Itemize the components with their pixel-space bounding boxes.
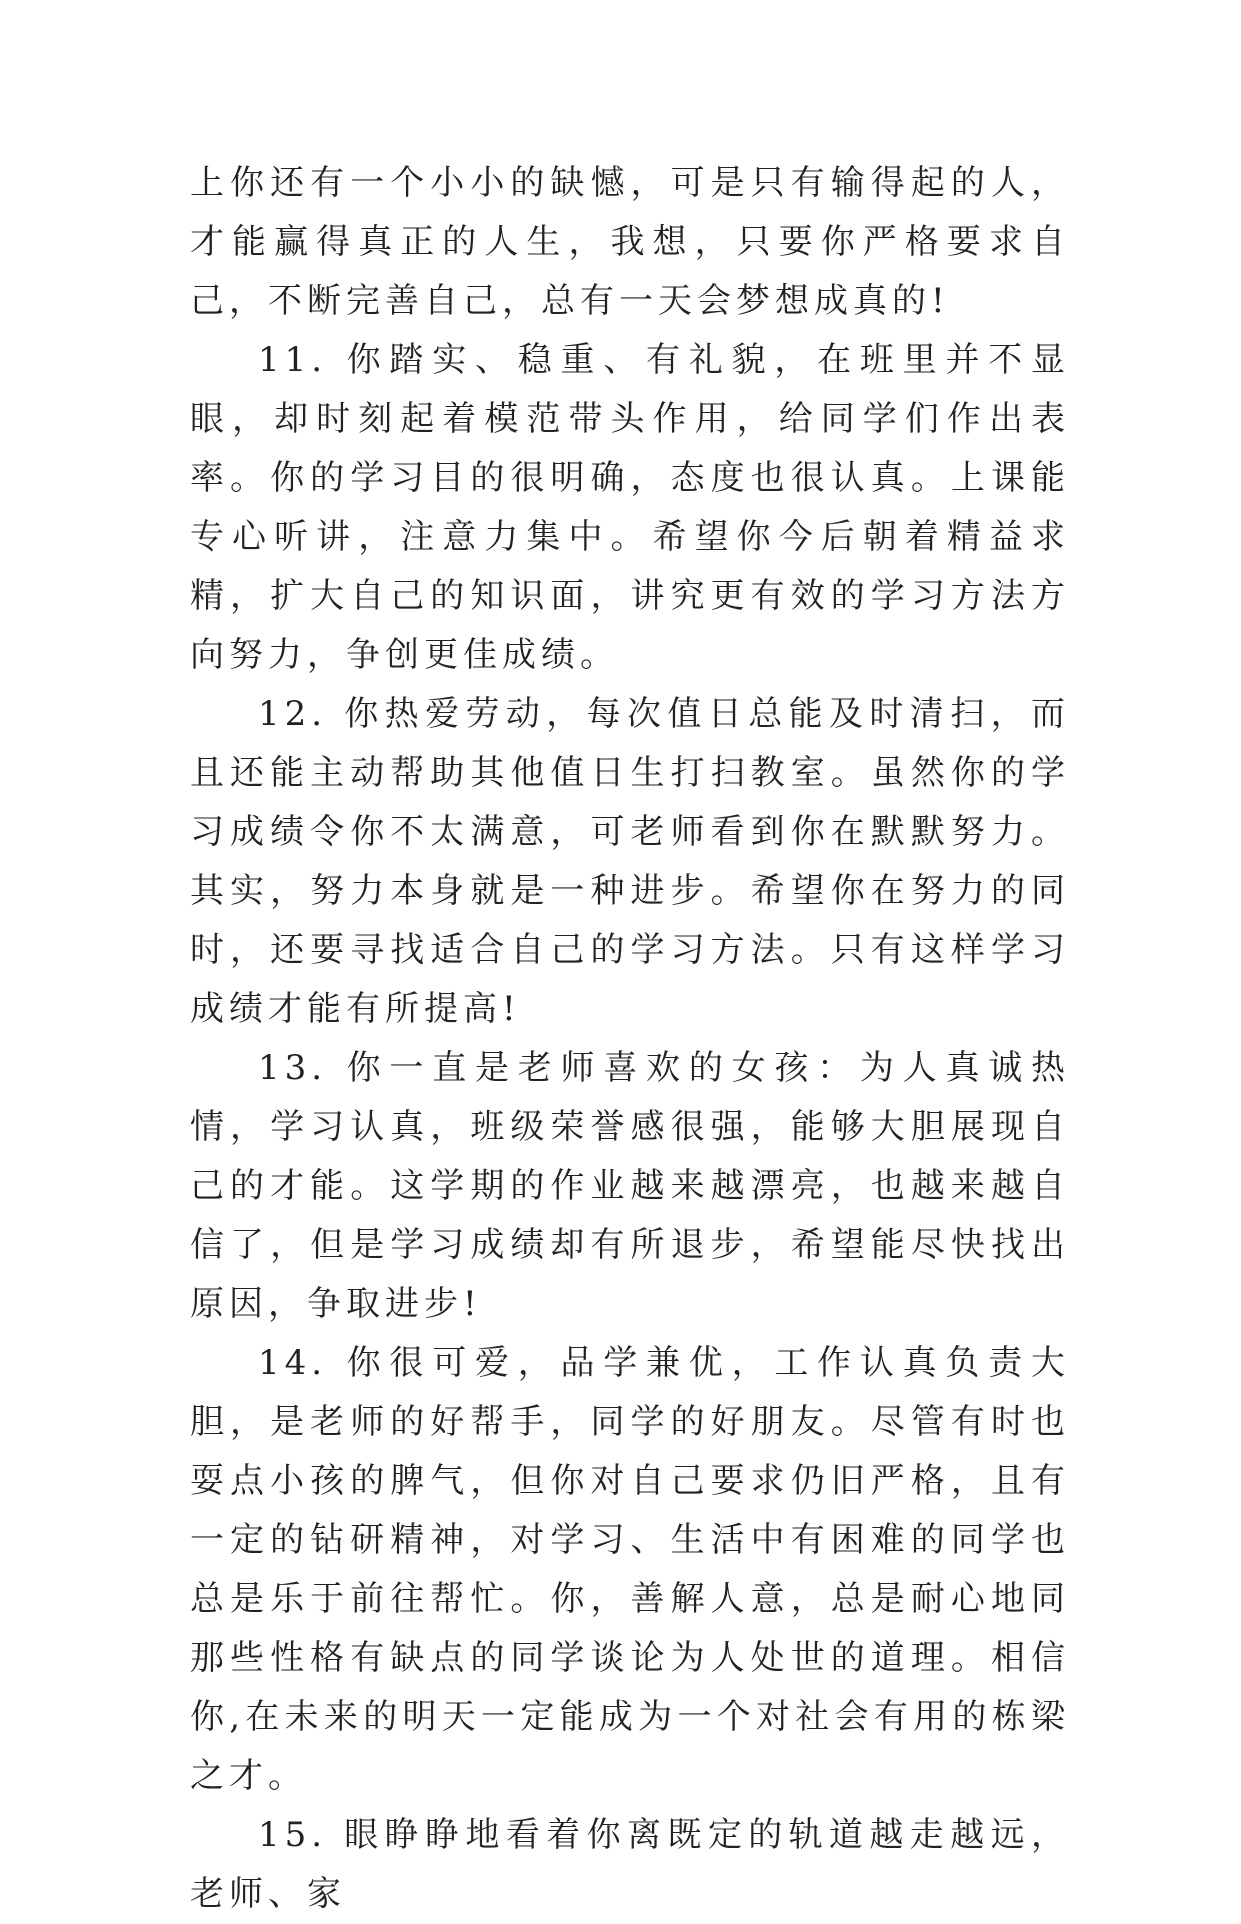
paragraph-comment-12: 12. 你热爱劳动，每次值日总能及时清扫，而且还能主动帮助其他值日生打扫教室。虽然你的学习成绩令你不太满意，可老师看到你在默默努力。其实，努力本身就是一种进步。希望你在努力的同时，还要寻找适合自己的学习方法。只有这样学习成绩才能有所提高! — [190, 694, 1070, 1029]
paragraph-comment-11: 11. 你踏实、稳重、有礼貌，在班里并不显眼，却时刻起着模范带头作用，给同学们作出表率。你的学习目的很明确，态度也很认真。上课能专心听讲，注意力集中。希望你今后朝着精益求精，扩大自己的知识面，讲究更有效的学习方法方向努力，争创更佳成绩。 — [190, 340, 1070, 675]
paragraph-comment-14: 14. 你很可爱，品学兼优，工作认真负责大胆，是老师的好帮手，同学的好朋友。尽管有时也耍点小孩的脾气，但你对自己要求仍旧严格，且有一定的钻研精神，对学习、生活中有困难的同学也总是乐于前往帮忙。你，善解人意，总是耐心地同那些性格有缺点的同学谈论为人处世的道理。相信你,在未来的明天一定能成为一个对社会有用的栋梁之才。 — [190, 1343, 1070, 1796]
paragraph-continued: 上你还有一个小小的缺憾，可是只有输得起的人，才能赢得真正的人生，我想，只要你严格要求自己，不断完善自己，总有一天会梦想成真的! — [190, 163, 1070, 321]
paragraph-comment-15: 15. 眼睁睁地看着你离既定的轨道越走越远，老师、家 — [190, 1815, 1070, 1914]
paragraph-comment-13: 13. 你一直是老师喜欢的女孩：为人真诚热情，学习认真，班级荣誉感很强，能够大胆展现自己的才能。这学期的作业越来越漂亮，也越来越自信了，但是学习成绩却有所退步，希望能尽快找出原因，争取进步! — [190, 1048, 1070, 1324]
document-body — [190, 154, 1070, 1924]
